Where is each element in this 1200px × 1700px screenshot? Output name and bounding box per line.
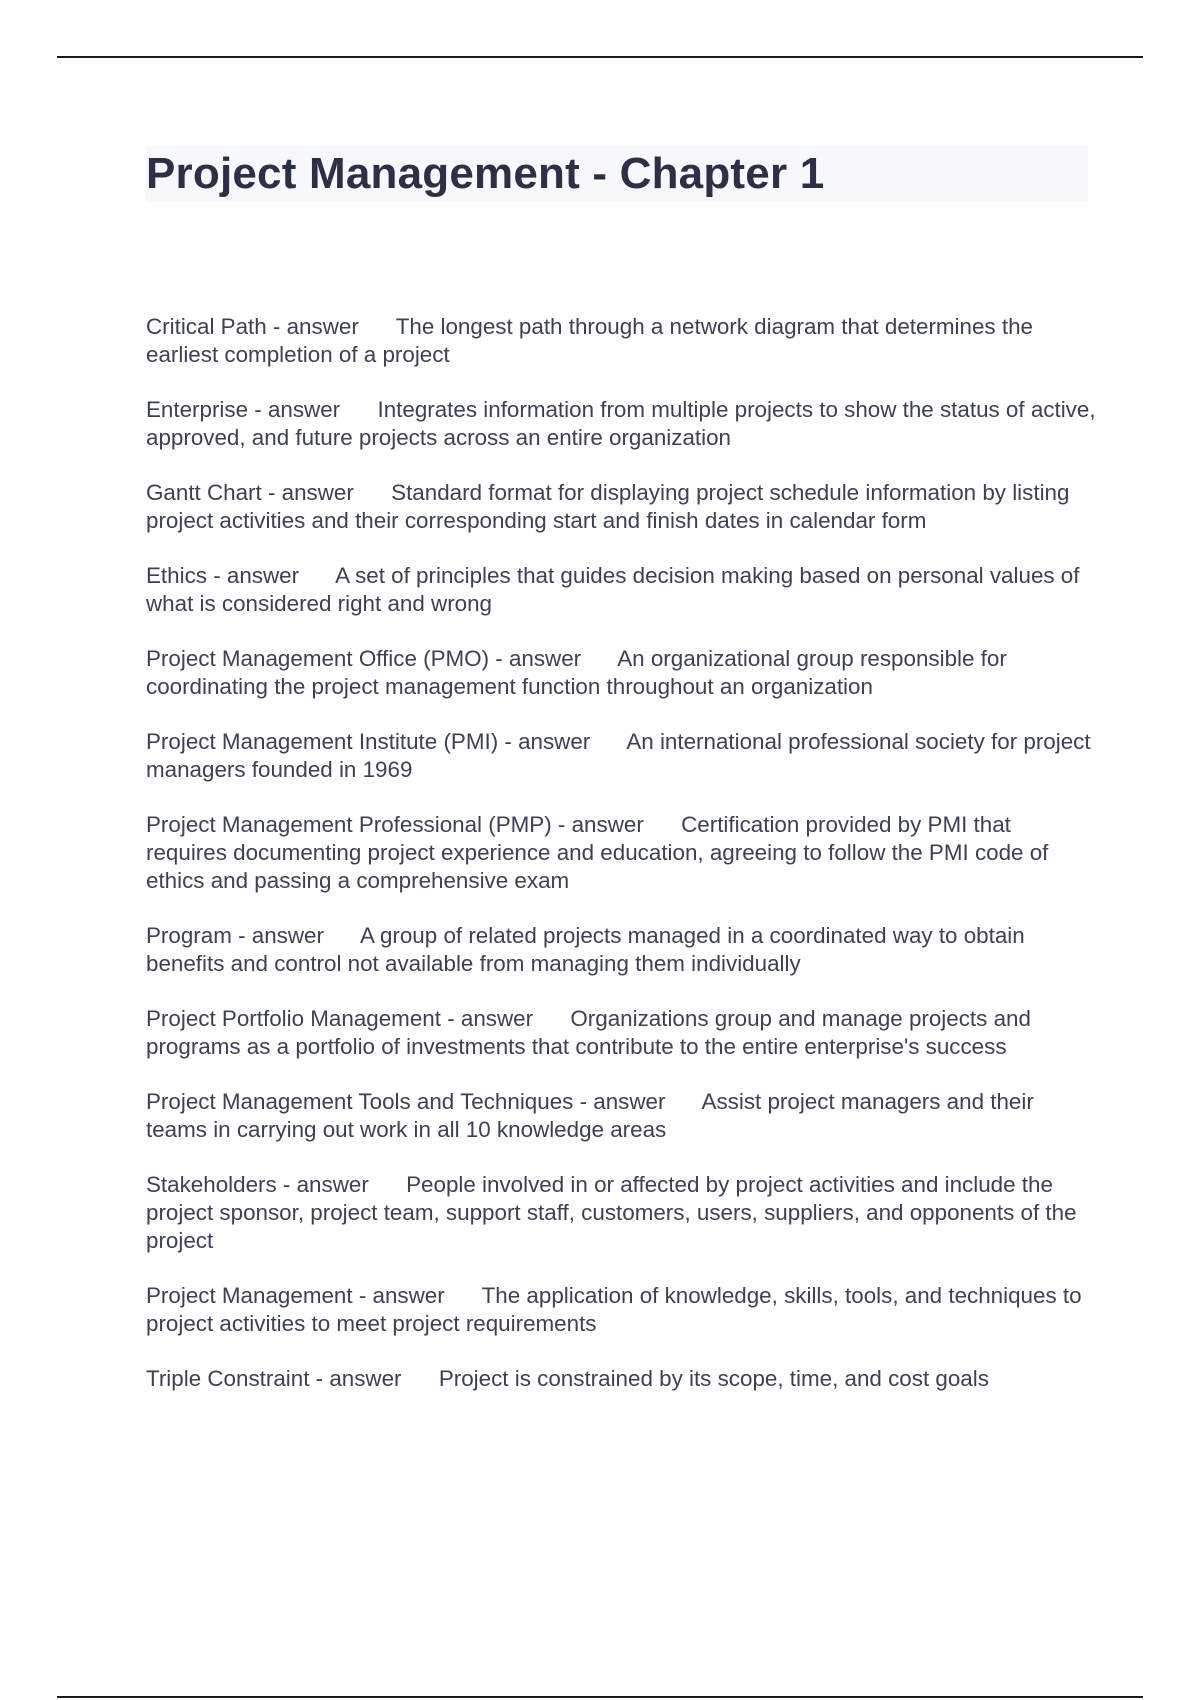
term-separator: - answer bbox=[276, 1172, 407, 1197]
term-separator: - answer bbox=[440, 1006, 571, 1031]
term-name: Project Management Tools and Techniques bbox=[146, 1089, 574, 1114]
term-separator: - answer bbox=[266, 314, 396, 339]
term-definition: Certification provided by PMI that requires documenting project experience and education, agreeing to follow the PMI code of ethics and passing a comprehensive exam bbox=[146, 812, 1049, 893]
term-item bbox=[146, 396, 1096, 452]
term-definition: The longest path through a network diagram that determines the earliest completion of a project bbox=[146, 314, 1033, 367]
term-separator: - answer bbox=[489, 646, 618, 671]
term-item bbox=[146, 728, 1096, 784]
term-item bbox=[146, 645, 1096, 701]
term-name: Project Management Institute (PMI) bbox=[146, 729, 499, 754]
term-definition: A group of related projects managed in a coordinated way to obtain benefits and control not available from managing them individually bbox=[146, 923, 1025, 976]
term-item bbox=[146, 1088, 1096, 1144]
term-item bbox=[146, 1171, 1096, 1255]
term-separator: - answer bbox=[206, 563, 336, 588]
term-separator: - answer bbox=[551, 812, 682, 837]
term-definition: Standard format for displaying project schedule information by listing project activities and their corresponding start and finish dates in calendar form bbox=[146, 480, 1070, 533]
term-separator: - answer bbox=[231, 923, 361, 948]
term-name: Project Portfolio Management bbox=[146, 1006, 441, 1031]
term-definition: A set of principles that guides decision making based on personal values of what is considered right and wrong bbox=[146, 563, 1080, 616]
term-name: Program bbox=[146, 923, 232, 948]
term-name: Project Management Professional (PMP) bbox=[146, 812, 552, 837]
term-definition: Organizations group and manage projects and programs as a portfolio of investments that contribute to the entire enterprise's success bbox=[146, 1006, 1031, 1059]
term-item bbox=[146, 313, 1096, 369]
bottom-rule bbox=[57, 1696, 1143, 1698]
term-name: Critical Path bbox=[146, 314, 267, 339]
term-name: Project Management Office (PMO) bbox=[146, 646, 490, 671]
term-name: Enterprise bbox=[146, 397, 249, 422]
term-separator: - answer bbox=[352, 1283, 482, 1308]
term-definition: People involved in or affected by project activities and include the project sponsor, project team, support staff, customers, users, suppliers, and opponents of the project bbox=[146, 1172, 1077, 1253]
term-separator: - answer bbox=[261, 480, 392, 505]
term-name: Triple Constraint bbox=[146, 1366, 310, 1391]
term-definition: Project is constrained by its scope, time, and cost goals bbox=[438, 1366, 989, 1391]
term-definition: Integrates information from multiple projects to show the status of active, approved, and future projects across an entire organization bbox=[146, 397, 1096, 450]
term-item bbox=[146, 1282, 1096, 1338]
term-name: Project Management bbox=[146, 1283, 353, 1308]
term-separator: - answer bbox=[573, 1089, 702, 1114]
term-separator: - answer bbox=[309, 1366, 439, 1391]
term-item bbox=[146, 811, 1096, 895]
page-title: Project Management - Chapter 1 bbox=[146, 146, 1088, 202]
term-name: Stakeholders bbox=[146, 1172, 277, 1197]
term-definition: The application of knowledge, skills, tools, and techniques to project activities to meet project requirements bbox=[146, 1283, 1082, 1336]
term-separator: - answer bbox=[248, 397, 378, 422]
term-item bbox=[146, 1005, 1096, 1061]
term-item bbox=[146, 479, 1096, 535]
term-name: Gantt Chart bbox=[146, 480, 262, 505]
term-item bbox=[146, 1365, 1096, 1393]
term-list bbox=[146, 313, 1096, 1420]
term-definition: Assist project managers and their teams in carrying out work in all 10 knowledge areas bbox=[146, 1089, 1034, 1142]
top-rule bbox=[57, 56, 1143, 58]
term-item bbox=[146, 562, 1096, 618]
term-definition: An international professional society for project managers founded in 1969 bbox=[146, 729, 1091, 782]
term-separator: - answer bbox=[498, 729, 627, 754]
term-definition: An organizational group responsible for coordinating the project management function throughout an organization bbox=[146, 646, 1007, 699]
term-item bbox=[146, 922, 1096, 978]
term-name: Ethics bbox=[146, 563, 207, 588]
